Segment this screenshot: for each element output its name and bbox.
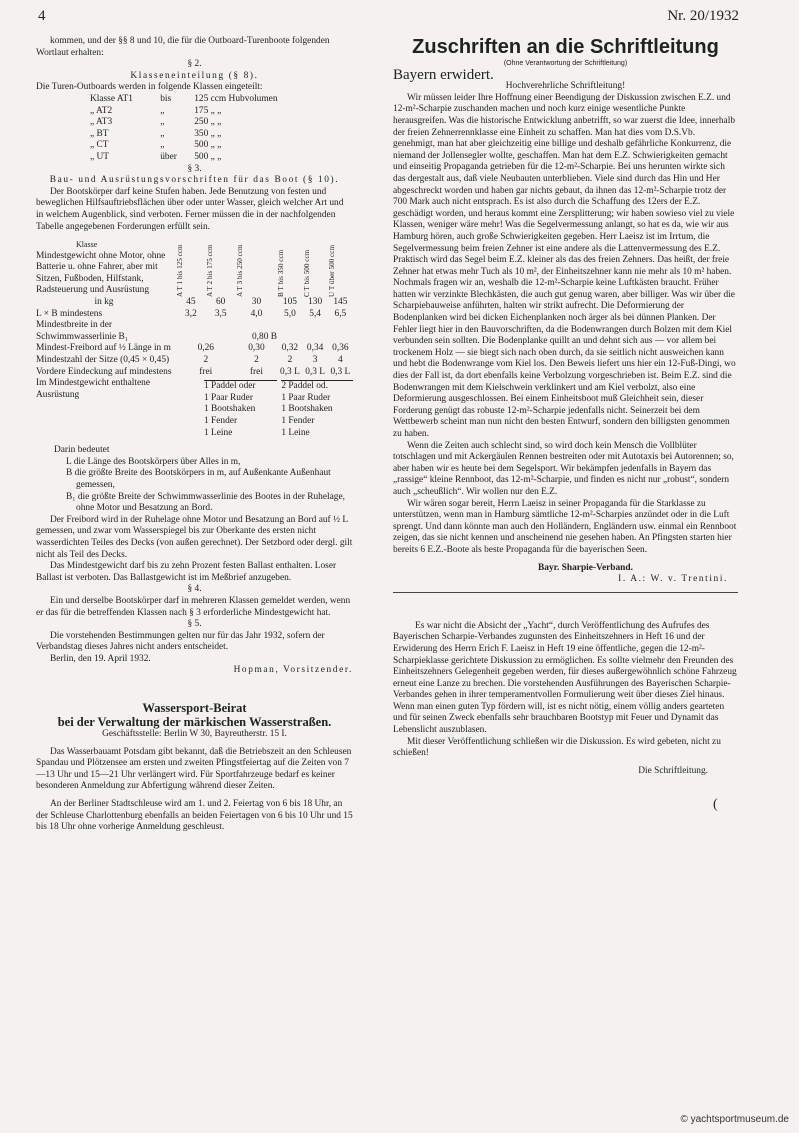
table-cell: 0,3 L	[280, 366, 300, 377]
page-number: 4	[38, 8, 46, 24]
table-cell: 2	[254, 355, 259, 366]
definitions-intro: Darin bedeutet	[54, 445, 110, 456]
equipment-item: 1 Paar Ruder	[281, 392, 331, 403]
table-cell: 0,80 B	[251, 331, 277, 342]
table-head-at1: A T 1 bis 125 ccm	[176, 244, 184, 298]
class-name: „ AT3	[90, 117, 113, 128]
table-cell: 45	[186, 297, 196, 308]
class-name: „ CT	[90, 140, 109, 151]
letter-paragraph-1: Wir müssen leider Ihre Hoffnung einer Beendigung der Diskussion zwischen E.Z. und 12-m²-Scharpie zuschanden machen und noch kurz einige wesentliche Punkte herausgreifen. Was die historische Entwicklung anbetrifft, so war zuerst die Idee, innerhalb der freien Zehnerrennklasse eine Einheit zu schaffen. Man hat dies vom D.S.Vb. genehmigt, man hat aber gleichzeitig eine billige und deshalb gefährliche Konkurrenz, die niemand der Jollensegler wollte, geschaffen. Man hat dem E.Z. Schwierigkeiten gemacht und einseitig Propaganda getrieben für die 12-m²-Scharpie. Bei uns herunten wirkte sich das dergestalt aus, daß viele Neubauten unterblieben. Viele sind durch das Hin und Her abgeschreckt worden und haben gar nichts gebaut, da ihnen das 12-m²-Scharpie trotz der 700 Mark auch nicht entsprach. Es ist also durch die Schaffung des 12ers der E.Z. geschädigt worden, und heraus kommt eine Zersplitterung; wir haben sowieso viel zu viele Klassen, weniger wäre mehr! Was die Segelvermessung anlangt, so hat es da, wie wir aus Hamburg hören, auch große Schwierigkeiten gegeben. Herr Laeisz ist im Irrtum, die Segelvermessung beim freien Zehner ist eine andere als die Lattenvermessung des E.Z. Praktisch wird das Segel beim E.Z. kleiner als das des freien Zehners. Das heißt, der freie Zehner hat etwas mehr Tuch als 10 m², der Einheitszehner kann nie mehr als 10 m² haben. Nochmals fragen wir an, weshalb die 12-m²-Scharpie keine Luftkästen braucht. Früher hatten wir verzinkte Blechkästen, die auch gut genug waren, aber billiger. Was wir über die Scharpiebauweise anführten, halten wir strikt aufrecht. Die Deformierung der Bodenplanken wird bei dicken Eichenplanken noch ärger als bei dünnen Planken. Der Fehler liegt hier in den Bauvorschriften, da die Bodenwrangen durch Bolzen mit dem Kiel verbunden sein sollten. Die Bodenplanke quillt an und dehnt sich aus — vor allem bei trockenem Holz — sie biegt sich nach oben durch, da sie seitlich nicht ausweichen kann und hebt die Bodenwrange vom Kiel los. Den Beweis liefert uns hier ein 12-Fuß-Dingi, wo dies der Fall ist, da dort ebenfalls keine Verbolzung vorgeschrieben ist. Beim E.Z. sind die Bodenwrangen mit dem Kielschwein verklinkert und am Kiel verbolzt, also eine Deformierung ausgeschlossen. Bei einem Einheitsboot muß Gleichheit sein, dieser Forderung genügt das robuste 12-m²-Scharpie jedenfalls nicht. Seinerzeit bei dem Wettbewerb scheint man nun nicht den besten Entwurf, sondern den billigsten genommen zu haben.	[393, 92, 736, 439]
right-column	[393, 36, 738, 777]
equipment-item: 1 Bootshaken	[281, 404, 333, 415]
beirat-office: Geschäftsstelle: Berlin W 30, Bayreutherstr. 15 I.	[102, 729, 287, 740]
editor-note-1: Es war nicht die Absicht der „Yacht“, durch Veröffentlichung des Aufrufes des Bayerischen Scharpie-Verbandes zugunsten des Einheitszehners in Heft 16 und der Erwiderung des Herrn Erich F. Laeisz in Heft 19 eine öffentliche, gegen die 12-m²-Scharpieklasse gerichtete Diskussion zu ermöglichen. Es sollte vielmehr den Freunden des Einheitszehners Gelegenheit gegeben werden, für dieses außergewöhnlich schöne Fahrzeug erneut eine Lanze zu brechen. Die vorstehenden Ausführungen des Bayerischen Scharpie-Verbandes gehen in ihrer temperamentvollen Formulierung weit über dieses Ziel hinaus. Wenn man einen guten Typ fördern will, ist es nicht nötig, einem völlig anders gearteten und für seinen Zweck ebenfalls sehr brauchbaren Bootstyp mit Feuer und Dynamit das Lebenslicht auszublasen.	[393, 620, 737, 736]
equipment-item: 1 Paar Ruder	[204, 392, 253, 403]
class-rel: „	[160, 128, 165, 139]
left-column	[36, 36, 353, 834]
class-rel: über	[160, 151, 177, 162]
table-cell: 3,5	[214, 308, 227, 319]
beirat-paragraph-2: An der Berliner Stadtschleuse wird am 1. und 2. Feiertag von 6 bis 18 Uhr, an der Schleuse Charlottenburg ebenfalls an beiden Feiertagen von 6 bis 10 Uhr und 15 bis 18 Uhr ohne vorherige Anmeldung geschleust.	[36, 799, 353, 833]
table-cell: 2	[287, 355, 293, 366]
table-head-ut: U T über 500 ccm	[327, 245, 336, 298]
watermark: © yachtsportmuseum.de	[680, 1114, 789, 1125]
class-vol: 500 „ „	[194, 151, 222, 162]
class-rel: „	[160, 105, 165, 116]
table-cell: 0,3 L	[330, 366, 351, 377]
section-3-number: § 3.	[187, 163, 202, 174]
section-2-text: Die Turen-Outboards werden in folgende Klassen eingeteilt:	[36, 82, 263, 93]
table-caption: Klasse	[76, 240, 98, 250]
section-5-number: § 5.	[187, 619, 202, 630]
table-head-at2: A T 2 bis 175 ccm	[205, 244, 214, 298]
beirat-subtitle: bei der Verwaltung der märkischen Wasserstraßen.	[57, 715, 332, 730]
table-cell: 4,0	[250, 308, 263, 319]
beirat-paragraph-1: Das Wasserbauamt Potsdam gibt bekannt, daß die Betriebszeit an den Schleusen Spandau und Plötzensee am ersten und zweiten Pfingstfeiertag auf die Zeiten von 7—13 Uhr und 15—21 Uhr verlängert wird. Für Sportfahrzeuge bedarf es keiner besonderen Anmeldung zur Abfertigung während dieser Zeiten.	[36, 746, 352, 792]
equipment-item: 2 Paddel od.	[281, 381, 328, 392]
signature: Hopman, Vorsitzender.	[233, 665, 353, 676]
table-cell: 4	[338, 355, 343, 366]
signer-organisation: Bayr. Sharpie-Verband.	[538, 562, 633, 573]
article-heading: Bayern erwidert.	[393, 66, 494, 83]
table-cell: frei	[249, 366, 263, 377]
row1-unit: in kg	[94, 297, 114, 308]
table-cell: 0,32	[281, 343, 299, 354]
class-rel: „	[160, 117, 165, 128]
section-4-text: Ein und derselbe Bootskörper darf in mehreren Klassen gemeldet werden, wenn er das für die betreffenden Klassen nach § 3 erforderliche Mindestgewicht hat.	[36, 595, 351, 618]
editor-signature: Die Schriftleitung.	[638, 765, 708, 776]
table-cell: 0,30	[248, 343, 265, 354]
equipment-list-b	[281, 381, 353, 439]
letters-subtitle: (Ohne Verantwortung der Schriftleitung)	[503, 60, 628, 67]
class-name: „ UT	[90, 151, 110, 162]
table-cell: 5,0	[284, 308, 296, 319]
class-vol: 500 „ „	[194, 140, 222, 151]
table-cell: 0,36	[332, 343, 349, 354]
pencil-mark: (	[713, 797, 718, 812]
issue-number: Nr. 20/1932	[667, 8, 739, 24]
class-row	[90, 117, 320, 129]
letter-paragraph-3: Wir wären sogar bereit, Herrn Laeisz in seiner Propaganda für die Starklasse zu unterstützen, wenn man in Hamburg sämtliche 12-m²-Scharpies anzündet oder in die Luft sprengt. Und dann könnte man auch den Holländern, Engländern usw. einmal ein Rennboot zeigen, das sie nicht kennen und anscheinend nie gesehen haben. An Pfingsten starten hier bereits 6 E.Z.-Boote als beste Propaganda für die bayerischen Seen.	[393, 498, 737, 555]
row2-label: L × B mindestens	[36, 308, 103, 319]
class-rel: bis	[160, 93, 172, 104]
equipment-item: 1 Leine	[204, 427, 233, 438]
table-cell: 2	[203, 355, 209, 366]
definition-item: B₁ die größte Breite der Schwimmwasserlinie des Bootes in der Ruhelage, ohne Motor und Besatzung an Bord.	[66, 491, 345, 514]
table-head-ct: C T bis 500 ccm	[302, 249, 311, 298]
class-row	[90, 152, 320, 164]
freibord-paragraph: Der Freibord wird in der Ruhelage ohne Motor und Besatzung an Bord auf ½ L gemessen, und zwar vom Wasserspiegel bis zur Oberkante des ersten nicht wasserdichten Teiles des Decks (von außen gerechnet). Der Setzbord oder dergl. gilt nicht als Teil des Decks.	[36, 514, 353, 560]
class-row	[90, 94, 320, 106]
table-cell: 105	[282, 297, 297, 308]
table-cell: 3,2	[185, 308, 197, 319]
row7-label: Im Mindestgewicht enthaltene Ausrüstung	[36, 378, 151, 400]
class-rel: „	[160, 140, 165, 151]
letters-title: Zuschriften an die Schriftleitung	[412, 36, 719, 58]
intro-paragraph: kommen, und der §§ 8 und 10, die für die Outboard-Turenboote folgenden Wortlaut erhalten:	[36, 36, 330, 58]
signer-name: I. A.: W. v. Trentini.	[618, 574, 728, 585]
equipment-item: 1 Bootshaken	[204, 404, 256, 415]
table-cell: 6,5	[334, 308, 347, 319]
section-3-text: Der Bootskörper darf keine Stufen haben. Jede Benutzung von festen und beweglichen Hilfsauftriebsflächen über oder unter Wasser, gleich welcher Art und in welchem Augenblick, sind verboten. Ferner müssen die in der nachfolgenden Tabelle angegebenen Forderungen erfüllt sein.	[36, 186, 344, 232]
divider	[393, 592, 738, 593]
class-vol: 125 ccm Hubvolumen	[194, 93, 278, 104]
class-vol: 350 „ „	[194, 128, 222, 139]
table-cell: 145	[333, 297, 348, 308]
section-2-number: § 2.	[187, 59, 202, 70]
section-2-title: Klasseneinteilung (§ 8).	[130, 70, 259, 81]
table-cell: 130	[308, 297, 323, 308]
editor-note-2: Mit dieser Veröffentlichung schließen wir die Diskussion. Es wird gebeten, nicht zu schießen!	[393, 736, 721, 759]
section-4-number: § 4.	[187, 584, 202, 595]
table-head-bt: B T bis 350 ccm	[277, 249, 286, 298]
class-name: „ AT2	[90, 105, 113, 116]
table-cell: 3	[312, 355, 318, 366]
row3-label: Mindestbreite in der Schwimmwasserlinie B₁	[36, 320, 129, 342]
table-head-at3: A T 3 bis 250 ccm	[235, 244, 244, 298]
definitions-list	[36, 457, 353, 515]
letter-paragraph-2: Wenn die Zeiten auch schlecht sind, so wird doch kein Mensch die Vollblüter totschlagen und mit Ackergäulen Rennen bestreiten oder mit Autotaxis bei Autorennen; so, aber haben wir es heute bei dem Segelsport. Wir bekämpfen jedenfalls in Bayern das „rassige“ kleine Rennboot, das 12-m²-Scharpie, und finden es nicht nur „robust“, sondern auch „scheußlich“. Wir wollen nur den E.Z.	[393, 440, 734, 497]
class-name: Klasse AT1	[90, 93, 133, 104]
table-cell: 30	[251, 297, 262, 308]
section-5-text: Die vorstehenden Bestimmungen gelten nur für das Jahr 1932, sofern der Verbandstag dieses Jahres nicht anders entscheidet.	[36, 630, 325, 653]
table-cell: 0,34	[306, 343, 324, 354]
definition-item: L die Länge des Bootskörpers über Alles in m,	[66, 456, 241, 467]
salutation: Hochverehrliche Schriftleitung!	[505, 81, 626, 92]
beirat-title: Wassersport-Beirat	[142, 701, 247, 716]
equipment-list-a	[204, 381, 277, 439]
equipment-item: 1 Fender	[281, 416, 315, 426]
equipment-item: 1 Fender	[204, 416, 238, 426]
class-vol: 250 „ „	[194, 117, 222, 128]
class-list	[90, 94, 320, 164]
class-row	[90, 129, 320, 141]
class-row	[90, 106, 320, 118]
table-cell: 0,26	[197, 343, 214, 354]
row5-label: Mindestzahl der Sitze (0,45 × 0,45)	[36, 355, 170, 366]
class-row	[90, 140, 320, 152]
section-3-title: Bau- und Ausrüstungsvorschriften für das Boot (§ 10).	[49, 175, 340, 186]
equipment-item: 1 Leine	[281, 427, 310, 438]
table-cell: 60	[215, 297, 226, 308]
row4-label: Mindest-Freibord auf ½ Länge in m	[36, 343, 171, 354]
class-name: „ BT	[90, 128, 109, 139]
row1-label: Mindestgewicht ohne Motor, ohne Batterie u. ohne Fahrer, aber mit Sitzen, Fußboden, Hilfstank, Radsteuerung und Ausrüstung	[36, 250, 166, 296]
definition-item: B die größte Breite des Bootskörpers in m, auf Außenkante Außenhaut gemessen,	[66, 468, 331, 490]
table-cell: 5,4	[309, 308, 321, 319]
table-cell: frei	[199, 366, 213, 377]
equipment-item: 1 Paddel oder	[204, 381, 256, 392]
class-vol: 175 „ „	[194, 105, 222, 116]
row6-label: Vordere Eindeckung auf mindestens	[36, 366, 172, 377]
date-line: Berlin, den 19. April 1932.	[50, 653, 151, 664]
ballast-paragraph: Das Mindestgewicht darf bis zu zehn Prozent festen Ballast enthalten. Loser Ballast ist verboten. Das Ballastgewicht ist im Meßbrief anzugeben.	[36, 561, 337, 583]
table-cell: 0,3 L	[305, 366, 326, 377]
